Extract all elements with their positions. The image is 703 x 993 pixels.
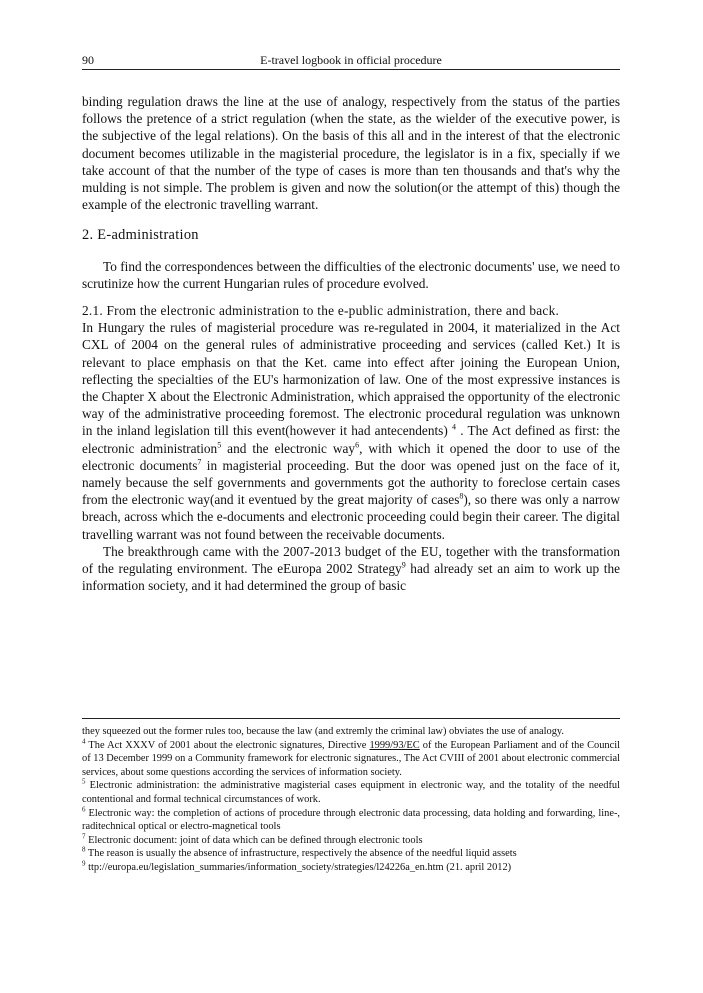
- subsection-heading: 2.1. From the electronic administration to the e-public administration, there and back.: [82, 303, 560, 319]
- page-number: 90: [82, 53, 94, 67]
- paragraph-1: binding regulation draws the line at the use of analogy, respectively from the status of the parties follows the pretence of a strict regulation (when the state, as the wielder of the executive power, is the subjective of the legal relations). On the basis of this all and in the interest of that the electronic document becomes utilizable in the magisterial procedure, the legislator is in a fix, specially if we take account of that the number of the type of cases is more than ten thousands and that's why the mulding is not simple. The problem is given and now the solution(or the attempt of this) though the example of the electronic travelling warrant.: [82, 94, 620, 213]
- footnote-ref-9[interactable]: 9: [401, 560, 406, 570]
- footnote-9: $^9$ ttp://europa.eu/legislation_summaries/information_society/strategies/l24226a_en.htm (21. april 2012): [82, 859, 512, 873]
- footnote-ref-5[interactable]: 5: [217, 440, 222, 450]
- footnote-continued: they squeezed out the former rules too, because the law (and extremly the criminal law) obviates the use of analogy.: [82, 726, 565, 737]
- paragraph-4: The breakthrough came with the 2007-2013 budget of the EU, together with the transformation of the regulating environment. The eEuropa 2002 Strategy$^9$ had already set an aim to work up the information society, and it had determined the group of basic: [82, 543, 620, 594]
- footnote-6: $^6$ Electronic way: the completion of actions of procedure through electronic data processing, data holding and forwarding, line-, raditechnical optical or electro-magnetical tools: [82, 805, 620, 833]
- footnote-separator: [82, 718, 620, 719]
- body-text: [82, 93, 620, 594]
- footnotes: [82, 725, 620, 875]
- section-heading: 2. E-administration: [82, 227, 199, 244]
- paragraph-2: To find the correspondences between the difficulties of the electronic documents' use, we need to scrutinize how the current Hungarian rules of procedure evolved.: [82, 258, 620, 291]
- footnote-5: $^5$ Electronic administration: the administrative magisterial cases equipment in electronic way, and the totality of the needful contentional and formal technical circumstances of work.: [82, 777, 620, 805]
- footnote-7: $^7$ Electronic document: joint of data which can be defined through electronic tools: [82, 832, 423, 846]
- footnote-ref-6[interactable]: 6: [355, 440, 360, 450]
- footnote-ref-7[interactable]: 7: [197, 457, 202, 467]
- footnote-4: $^4$ The Act XXXV of 2001 about the electronic signatures, Directive 1999/93/EC of the European Parliament and of the Council of 13 December 1999 on a Community framework for electronic signatures., The Act CVIII of 2001 about electronic commercial services, about some questions according the services of information society.: [82, 737, 620, 778]
- footnote-ref-4[interactable]: 4: [452, 423, 456, 433]
- paragraph-3: In Hungary the rules of magisterial procedure was re-regulated in 2004, it materialized in the Act CXL of 2004 on the general rules of administrative proceeding and services (called Ket.) It is relevant to place emphasis on that the Ket. came into effect after joining the European Union, reflecting the specialties of the EU's harmonization of law. One of the most expressive instances is the Chapter X about the Electronic Administration, which appraised the opportunity of the electronic way of the administrative proceeding foremost. The electronic procedural regulation was unknown in the inland legislation till this event(however it had antecendents) $^4$ . The Act defined as first: the electronic administration$^5$ and the electronic way$^6$, with which it opened the door to use of the electronic documents$^7$ in magisterial proceeding. But the door was opened just on the face of it, namely because the self governments and governments got the authority to foreclose certain cases from the electronic way(and it eventued by the great majority of cases$^8$), so there was only a narrow breach, across which the e-documents and electronic proceeding could begin their career. The digital travelling warrant was not found between the receivable documents.: [82, 320, 621, 542]
- footnote-ref-8[interactable]: 8: [459, 491, 464, 501]
- running-header: [82, 51, 620, 70]
- running-title: E-travel logbook in official procedure: [260, 53, 442, 67]
- directive-link[interactable]: 1999/93/EC: [369, 739, 420, 751]
- footnote-8: $^8$ The reason is usually the absence of infrastructure, respectively the absence of the needful liquid assets: [82, 845, 517, 860]
